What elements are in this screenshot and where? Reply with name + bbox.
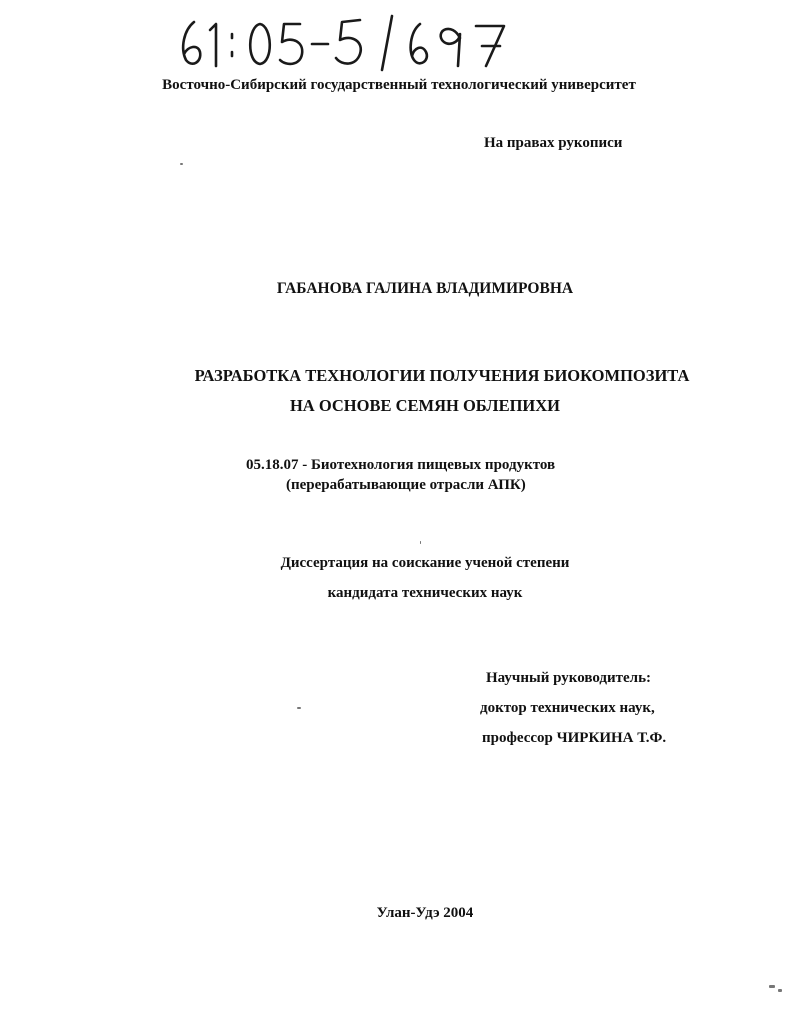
dissertation-title-line-2: НА ОСНОВЕ СЕМЯН ОБЛЕПИХИ [289, 396, 561, 415]
specialty-branch: (перерабатывающие отрасли АПК) [286, 477, 526, 493]
scan-speck [420, 541, 421, 544]
author-name: ГАБАНОВА ГАЛИНА ВЛАДИМИРОВНА [276, 280, 574, 297]
rights-note: На правах рукописи [484, 135, 623, 151]
scan-speck [769, 985, 775, 988]
university-name: Восточно-Сибирский государственный технологический университет [162, 77, 636, 93]
supervisor-degree: доктор технических наук, [480, 700, 655, 716]
supervisor-name: профессор ЧИРКИНА Т.Ф. [482, 730, 667, 746]
scan-speck [297, 707, 301, 709]
specialty-code: 05.18.07 - Биотехнология пищевых продуктов [246, 457, 556, 473]
degree-statement-line-2: кандидата технических наук [327, 585, 523, 601]
supervisor-label: Научный руководитель: [486, 670, 651, 686]
handwritten-archive-number [170, 8, 530, 72]
scan-speck [778, 989, 782, 992]
dissertation-title-line-1: РАЗРАБОТКА ТЕХНОЛОГИИ ПОЛУЧЕНИЯ БИОКОМПОЗИТА [194, 366, 690, 385]
city-year: Улан-Удэ 2004 [376, 905, 474, 921]
degree-statement-line-1: Диссертация на соискание ученой степени [280, 555, 570, 571]
scan-speck [180, 163, 183, 165]
